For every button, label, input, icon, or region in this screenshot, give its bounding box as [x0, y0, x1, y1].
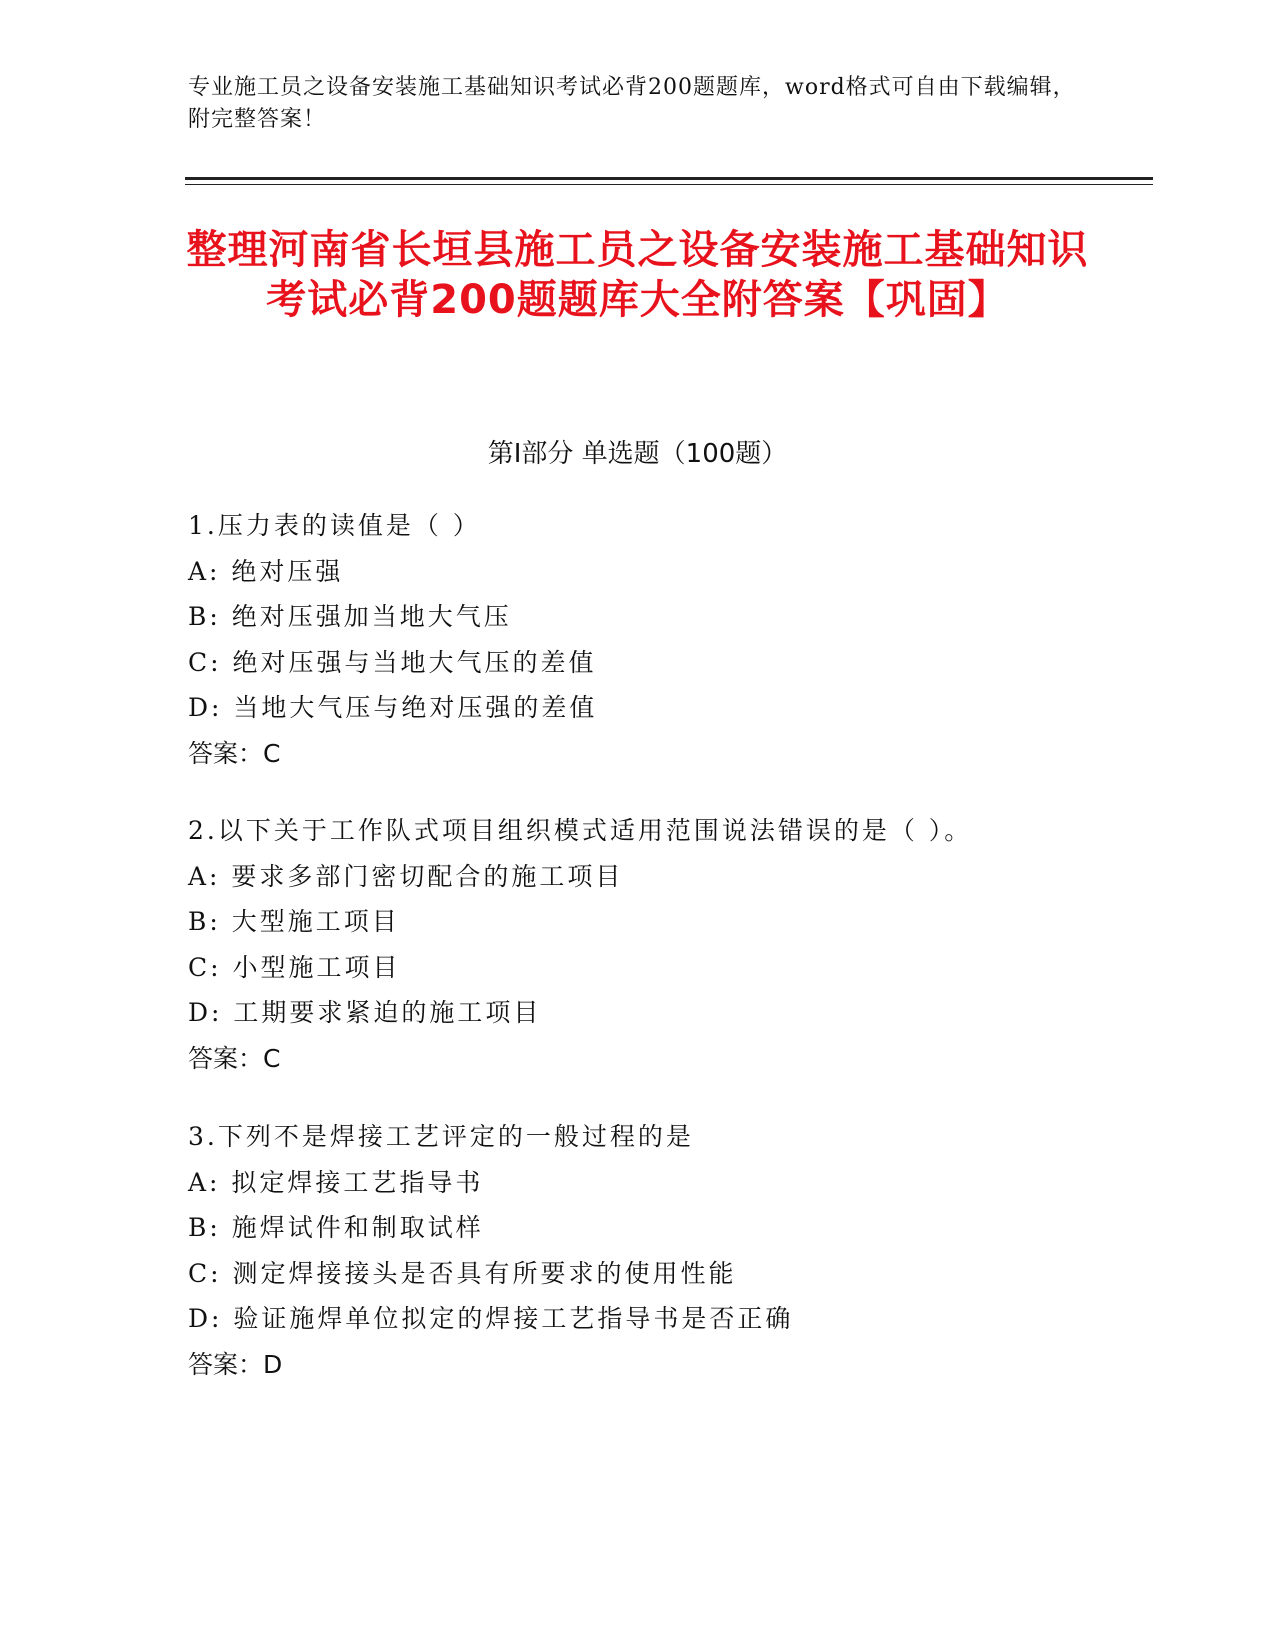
document-title: 整理河南省长垣县施工员之设备安装施工基础知识考试必背200题题库大全附答案【巩固】 [186, 227, 1089, 323]
option-c: C: 绝对压强与当地大气压的差值 [188, 647, 597, 677]
header-note: 专业施工员之设备安装施工基础知识考试必背200题题库，word格式可自由下载编辑，附完整答案！ [188, 75, 1076, 132]
question-block-1 [188, 503, 1088, 776]
answer-line: 答案：D [188, 1349, 283, 1379]
header-divider-thick [185, 177, 1153, 180]
option-b: B: 施焊试件和制取试样 [188, 1213, 484, 1242]
question-stem: 1.压力表的读值是（ ） [188, 511, 481, 540]
option-b: B: 绝对压强加当地大气压 [188, 602, 512, 631]
answer-line: 答案：C [188, 738, 281, 768]
option-c: C: 测定焊接接头是否具有所要求的使用性能 [188, 1258, 737, 1288]
option-d: D: 验证施焊单位拟定的焊接工艺指导书是否正确 [188, 1304, 794, 1333]
question-stem: 3.下列不是焊接工艺评定的一般过程的是 [188, 1122, 694, 1151]
option-a: A: 绝对压强 [188, 556, 344, 586]
option-a: A: 要求多部门密切配合的施工项目 [188, 861, 624, 891]
option-d: D: 工期要求紧迫的施工项目 [188, 998, 542, 1027]
option-b: B: 大型施工项目 [188, 907, 400, 936]
question-block-2 [188, 808, 1088, 1081]
option-a: A: 拟定焊接工艺指导书 [188, 1167, 484, 1197]
answer-line: 答案：C [188, 1043, 281, 1073]
header-divider-thin [185, 184, 1153, 185]
section-heading: 第I部分 单选题（100题） [487, 439, 788, 469]
option-d: D: 当地大气压与绝对压强的差值 [188, 693, 598, 722]
question-block-3 [188, 1114, 1088, 1387]
question-stem: 2.以下关于工作队式项目组织模式适用范围说法错误的是（ ）。 [188, 816, 973, 845]
option-c: C: 小型施工项目 [188, 952, 401, 982]
